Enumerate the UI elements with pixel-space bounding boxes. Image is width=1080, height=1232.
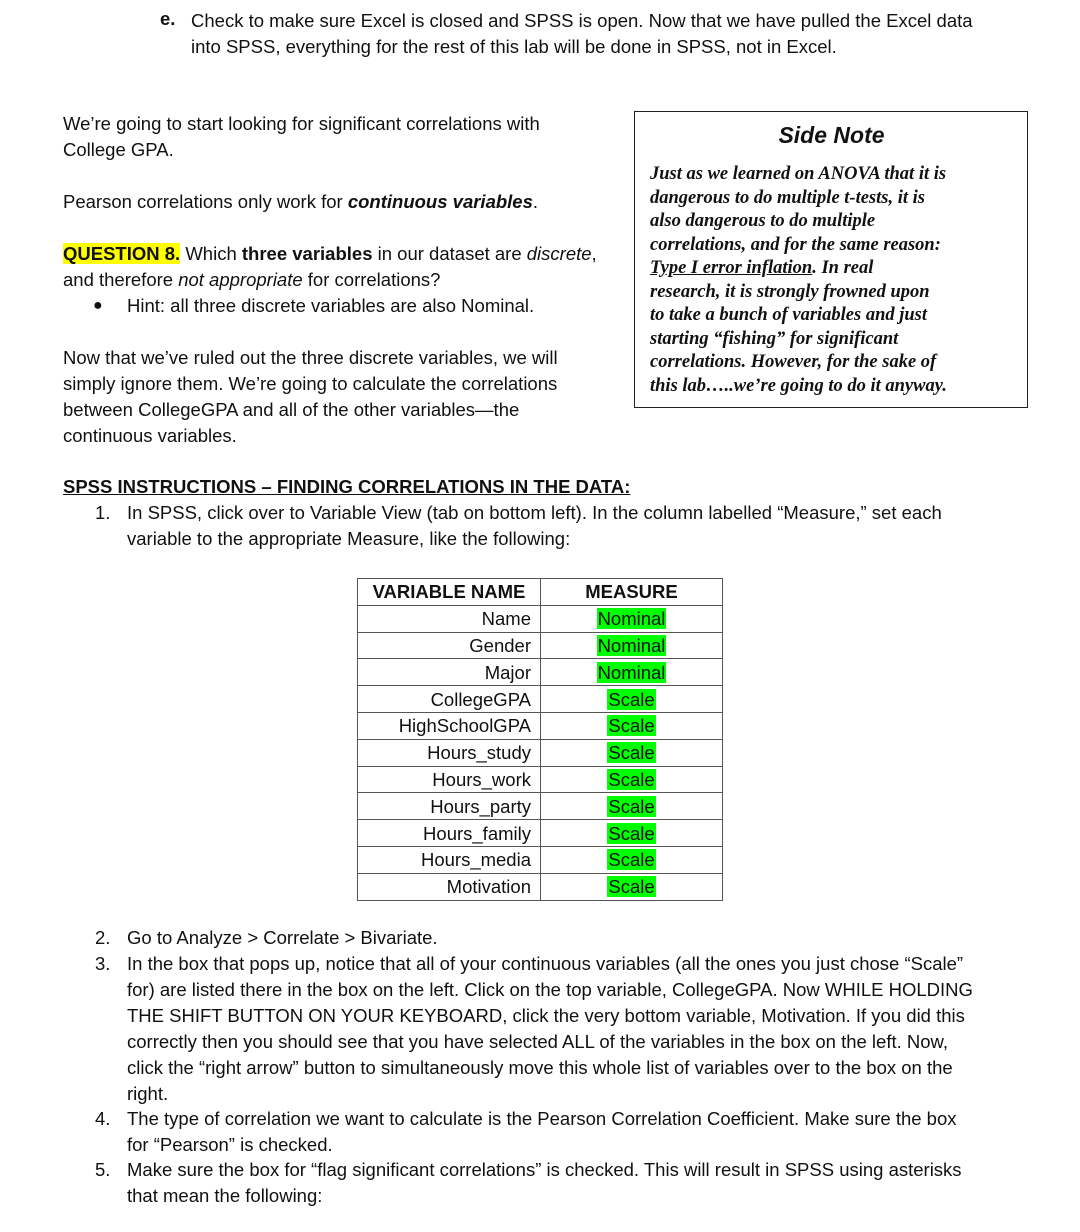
side-note-line: correlations. However, for the sake of (650, 352, 937, 372)
measure-cell (541, 686, 723, 713)
intro-paragraph (63, 111, 623, 163)
step-2-number: 2. (95, 927, 111, 948)
side-note-line: correlations, and for the same reason: (650, 234, 941, 255)
step-1-number: 1. (95, 502, 111, 523)
table-row (358, 632, 723, 659)
measure-value: Scale (608, 876, 655, 898)
table-row (358, 605, 723, 632)
left-column (63, 111, 623, 475)
table-row (358, 873, 723, 900)
step-3-line-6: right. (127, 1083, 169, 1104)
pearson-paragraph (63, 189, 623, 215)
step-2 (95, 925, 1025, 951)
table-row (358, 846, 723, 873)
measure-value: Scale (608, 822, 655, 844)
side-note-line: Just as we learned on ANOVA that it is (650, 164, 947, 184)
measure-value: Scale (608, 715, 655, 737)
measure-value: Scale (608, 688, 655, 710)
side-note-line (650, 257, 1013, 281)
hint-bullet (63, 293, 623, 319)
side-note-line: this lab…..we’re going to do it anyway. (650, 375, 947, 396)
ruled-out-line-3: between CollegeGPA and all of the other variables—the (63, 399, 520, 420)
question-label: QUESTION 8. (63, 243, 181, 264)
measure-cell (541, 659, 723, 686)
ruled-out-line-2: simply ignore them. We’re going to calculate the correlations (63, 373, 558, 394)
table-row (358, 766, 723, 793)
pearson-emphasis: continuous variables (347, 191, 533, 212)
ruled-out-paragraph (63, 345, 623, 449)
variable-cell: Hours_media (358, 846, 541, 873)
question-text-3: , (591, 243, 597, 264)
table-row (358, 739, 723, 766)
measure-cell (541, 793, 723, 820)
step-3 (95, 951, 1025, 1107)
variable-cell: Major (358, 659, 541, 686)
step-3-number: 3. (95, 953, 111, 974)
hint-text: Hint: all three discrete variables are also Nominal. (127, 295, 535, 316)
bullet-icon: ● (93, 297, 103, 314)
intro-line-2: College GPA. (63, 139, 174, 160)
step-5-line-2: that mean the following: (127, 1185, 323, 1206)
measure-cell (541, 820, 723, 847)
variable-name-header: VARIABLE NAME (358, 579, 541, 606)
side-note-line: dangerous to do multiple t-tests, it is (650, 187, 925, 208)
table-row (358, 712, 723, 739)
spss-instructions-heading: SPSS INSTRUCTIONS – FINDING CORRELATIONS IN THE DATA: (63, 476, 631, 497)
question-line2-b: for correlations? (302, 269, 441, 290)
side-note-line-rest: . In real (812, 258, 874, 278)
pearson-prefix: Pearson correlations only work for (63, 191, 348, 212)
step-5 (95, 1157, 1025, 1209)
step-e (160, 8, 1060, 60)
ruled-out-line-1: Now that we’ve ruled out the three discrete variables, we will (63, 347, 558, 368)
measure-cell (541, 632, 723, 659)
step-5-line-1: Make sure the box for “flag significant correlations” is checked. This will result in SPSS using asterisks (127, 1159, 962, 1180)
step-e-line-2: into SPSS, everything for the rest of this lab will be done in SPSS, not in Excel. (191, 36, 837, 57)
step-4 (95, 1106, 1025, 1158)
side-note-line: starting “fishing” for significant (650, 328, 899, 349)
measure-header: MEASURE (541, 579, 723, 606)
step-3-line-3: THE SHIFT BUTTON ON YOUR KEYBOARD, click the very bottom variable, Motivation. If you did this (127, 1005, 965, 1026)
table-row (358, 686, 723, 713)
variable-cell: HighSchoolGPA (358, 712, 541, 739)
variable-cell: CollegeGPA (358, 686, 541, 713)
variable-cell: Hours_party (358, 793, 541, 820)
side-note-body (650, 163, 1013, 398)
measure-value: Nominal (597, 661, 666, 683)
question-italic-1: discrete (526, 243, 592, 264)
step-e-line-1: Check to make sure Excel is closed and SPSS is open. Now that we have pulled the Excel data (191, 10, 973, 31)
step-3-line-1: In the box that pops up, notice that all of your continuous variables (all the ones you just chose “Scale” (127, 953, 964, 974)
table-row (358, 793, 723, 820)
table-row (358, 820, 723, 847)
side-note-box (634, 111, 1028, 408)
step-4-number: 4. (95, 1108, 111, 1129)
measure-value: Scale (608, 795, 655, 817)
step-1 (95, 500, 1025, 552)
type-i-error-term: Type I error inflation (650, 258, 813, 278)
step-4-line-1: The type of correlation we want to calculate is the Pearson Correlation Coefficient. Make sure the box (127, 1108, 957, 1129)
step-3-line-5: click the “right arrow” button to simultaneously move this whole list of variables over to the box on the (127, 1057, 953, 1078)
step-1-line-1: In SPSS, click over to Variable View (tab on bottom left). In the column labelled “Measure,” set each (127, 502, 942, 523)
measure-cell (541, 605, 723, 632)
variable-cell: Hours_family (358, 820, 541, 847)
question-text-2: in our dataset are (372, 243, 527, 264)
step-3-line-2: for) are listed there in the box on the left. Click on the top variable, CollegeGPA. Now WHILE HOLDING (127, 979, 973, 1000)
variable-cell: Motivation (358, 873, 541, 900)
intro-line-1: We’re going to start looking for significant correlations with (63, 113, 540, 134)
ruled-out-line-4: continuous variables. (63, 425, 237, 446)
measure-cell (541, 846, 723, 873)
measure-value: Nominal (597, 608, 666, 630)
variable-cell: Gender (358, 632, 541, 659)
variable-cell: Hours_work (358, 766, 541, 793)
step-1-line-2: variable to the appropriate Measure, like the following: (127, 528, 571, 549)
side-note-line: to take a bunch of variables and just (650, 305, 928, 325)
side-note-line: also dangerous to do multiple (650, 211, 876, 231)
variable-cell: Hours_study (358, 739, 541, 766)
measure-table (357, 578, 723, 901)
question-bold: three variables (241, 243, 373, 264)
measure-value: Scale (608, 742, 655, 764)
measure-cell (541, 712, 723, 739)
measure-cell (541, 873, 723, 900)
question-8 (63, 241, 623, 319)
step-5-number: 5. (95, 1159, 111, 1180)
question-italic-2: not appropriate (178, 269, 303, 290)
measure-value: Scale (608, 849, 655, 871)
side-note-title: Side Note (778, 122, 885, 148)
measure-cell (541, 739, 723, 766)
step-2-line-1: Go to Analyze > Correlate > Bivariate. (127, 927, 438, 948)
table-row (358, 659, 723, 686)
question-text-1: Which (180, 243, 242, 264)
side-note-line: research, it is strongly frowned upon (650, 281, 930, 302)
question-line2-a: and therefore (63, 269, 179, 290)
step-e-marker: e. (160, 8, 176, 29)
measure-value: Scale (608, 768, 655, 790)
table-header-row (358, 579, 723, 606)
step-4-line-2: for “Pearson” is checked. (127, 1134, 333, 1155)
pearson-suffix: . (532, 191, 539, 212)
measure-cell (541, 766, 723, 793)
step-3-line-4: correctly then you should see that you have selected ALL of the variables in the box on the left. Now, (127, 1031, 949, 1052)
variable-cell: Name (358, 605, 541, 632)
measure-value: Nominal (597, 634, 666, 656)
